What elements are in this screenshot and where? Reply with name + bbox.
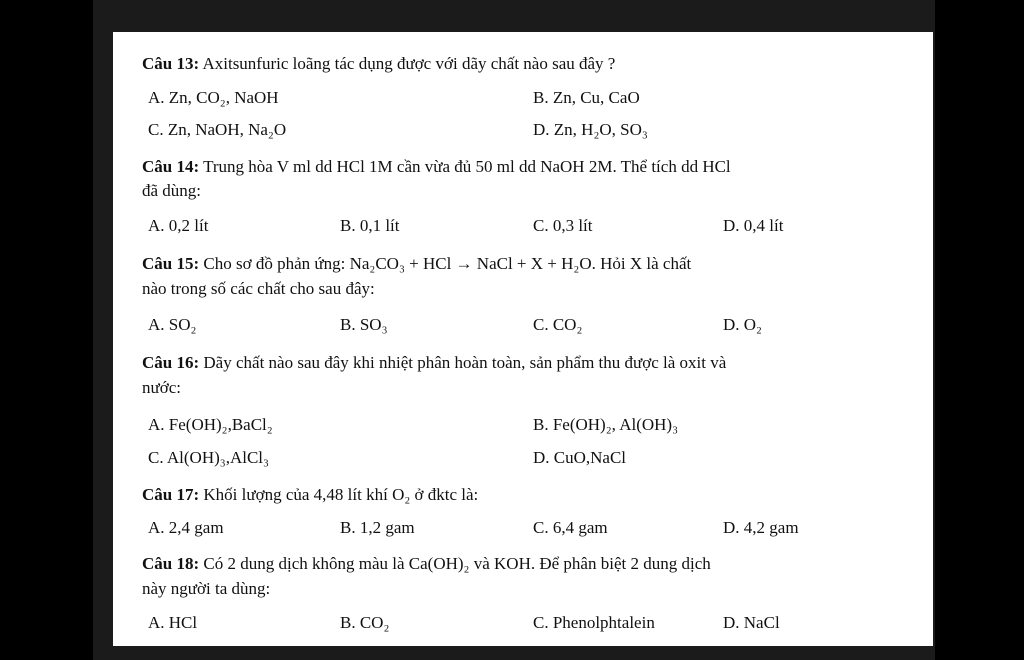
question-15-text-1: Cho sơ đồ phản ứng: Na₂CO₃ + HCl → NaCl + X + H₂O. Hỏi X là chất (203, 254, 692, 273)
question-15-option-b: B. SO₃ (340, 315, 388, 334)
question-17-label: Câu 17: (142, 485, 200, 504)
question-14-option-d: D. 0,4 lít (723, 216, 784, 235)
question-16-option-a: A. Fe(OH)₂,BaCl₂ (148, 415, 273, 434)
question-17-option-d: D. 4,2 gam (723, 518, 799, 537)
question-18-option-b: B. CO₂ (340, 613, 390, 632)
question-15-label: Câu 15: (142, 254, 200, 273)
question-14-option-a: A. 0,2 lít (148, 216, 209, 235)
question-16-text-1: Dãy chất nào sau đây khi nhiệt phân hoàn toàn, sản phẩm thu được là oxit và (203, 353, 727, 372)
question-16-option-c: C. Al(OH)₃,AlCl₃ (148, 448, 269, 467)
question-13-label: Câu 13: (142, 54, 200, 73)
question-14-text-1: Trung hòa V ml dd HCl 1M cần vừa đủ 50 ml dd NaOH 2M. Thể tích dd HCl (203, 157, 731, 176)
question-17-option-c: C. 6,4 gam (533, 518, 608, 537)
question-18-text-1: Có 2 dung dịch không màu là Ca(OH)₂ và KOH. Để phân biệt 2 dung dịch (203, 554, 711, 573)
question-14-label: Câu 14: (142, 157, 200, 176)
question-14-text-2: đã dùng: (142, 181, 202, 200)
question-13-option-d: D. Zn, H₂O, SO₃ (533, 120, 648, 139)
question-18-option-a: A. HCl (148, 613, 198, 632)
question-14-option-b: B. 0,1 lít (340, 216, 400, 235)
question-14-line-1 (142, 153, 731, 180)
question-18-label: Câu 18: (142, 554, 200, 573)
question-15-option-d: D. O₂ (723, 315, 762, 334)
question-16-line-1 (142, 349, 726, 376)
question-13-option-a: A. Zn, CO₂, NaOH (148, 88, 279, 107)
question-17-line-1 (142, 481, 478, 508)
question-16-label: Câu 16: (142, 353, 200, 372)
question-15-option-c: C. CO₂ (533, 315, 583, 334)
question-16-option-b: B. Fe(OH)₂, Al(OH)₃ (533, 415, 679, 434)
question-17-option-a: A. 2,4 gam (148, 518, 224, 537)
question-18-line-1 (142, 550, 711, 577)
question-13-line-1 (142, 50, 615, 77)
question-18-option-c: C. Phenolphtalein (533, 613, 655, 632)
question-15-line-1 (142, 250, 691, 277)
question-16-text-2: nước: (142, 378, 181, 397)
question-13-option-c: C. Zn, NaOH, Na₂O (148, 120, 287, 139)
question-15-text-2: nào trong số các chất cho sau đây: (142, 279, 375, 298)
question-18-option-d: D. NaCl (723, 613, 780, 632)
question-15-option-a: A. SO₂ (148, 315, 197, 334)
question-13-option-b: B. Zn, Cu, CaO (533, 88, 640, 107)
question-14-option-c: C. 0,3 lít (533, 216, 593, 235)
question-17-option-b: B. 1,2 gam (340, 518, 415, 537)
question-17-text: Khối lượng của 4,48 lít khí O₂ ở đktc là: (203, 485, 479, 504)
question-13-text: Axitsunfuric loãng tác dụng được với dãy chất nào sau đây ? (202, 54, 616, 73)
question-16-option-d: D. CuO,NaCl (533, 448, 627, 467)
question-18-text-2: này người ta dùng: (142, 579, 271, 598)
